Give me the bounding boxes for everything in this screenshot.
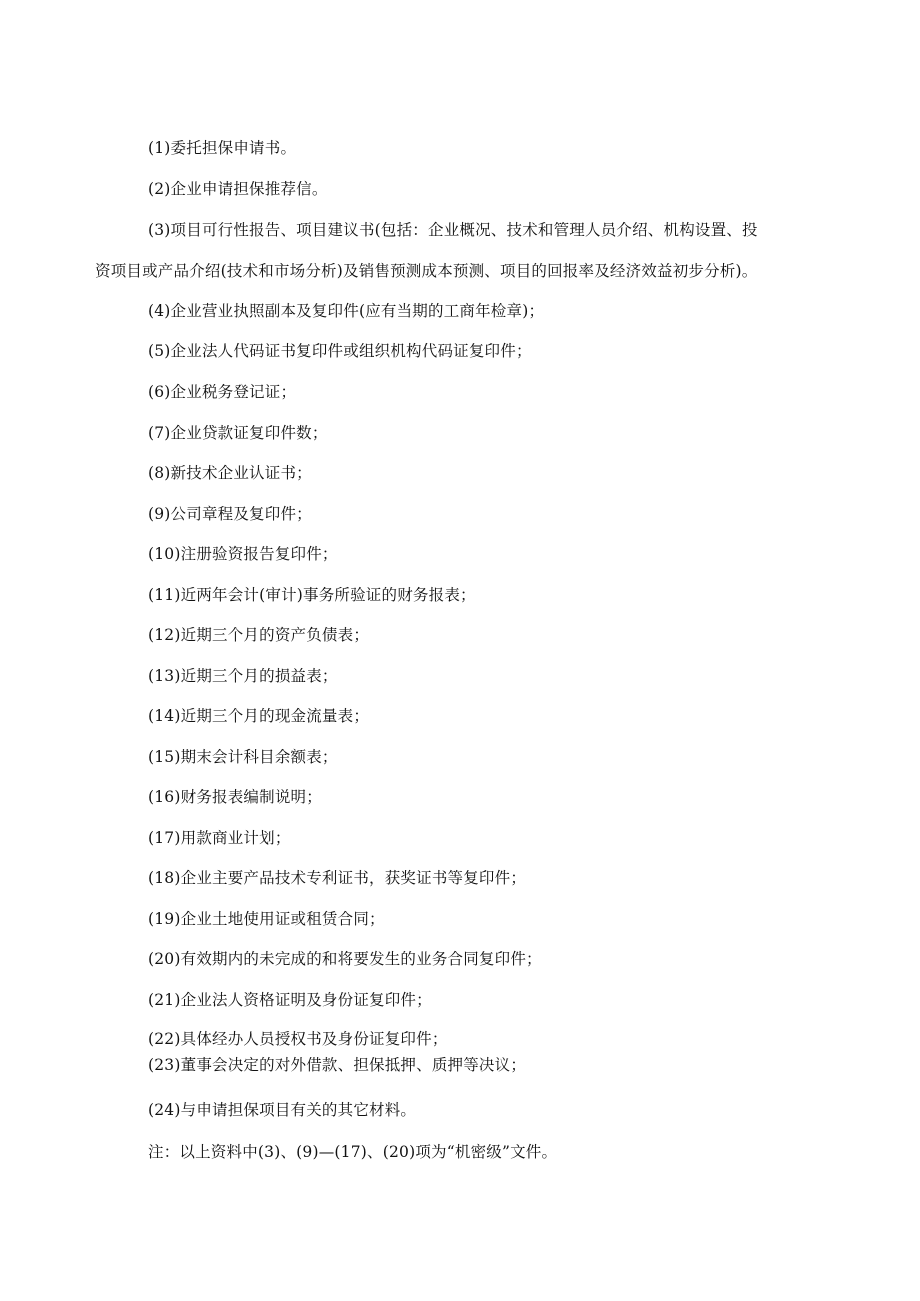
list-item-22: (22)具体经办人员授权书及身份证复印件；	[148, 1030, 448, 1048]
confidential-note: 注：以上资料中(3)、(9)—(17)、(20)项为“机密级”文件。	[148, 1143, 558, 1161]
list-item-17: (17)用款商业计划；	[148, 829, 291, 847]
list-item-9: (9)公司章程及复印件；	[148, 505, 312, 523]
list-item-5: (5)企业法人代码证书复印件或组织机构代码证复印件；	[148, 342, 532, 360]
list-item-4: (4)企业营业执照副本及复印件(应有当期的工商年检章)；	[148, 302, 545, 320]
list-item-16: (16)财务报表编制说明；	[148, 788, 322, 806]
list-item-11: (11)近两年会计(审计)事务所验证的财务报表；	[148, 586, 476, 604]
list-item-10: (10)注册验资报告复印件；	[148, 545, 338, 563]
list-item-6: (6)企业税务登记证；	[148, 383, 297, 401]
list-item-3-line-1: (3)项目可行性报告、项目建议书(包括：企业概况、技术和管理人员介绍、机构设置、投	[148, 221, 758, 239]
list-item-1: (1)委托担保申请书。	[148, 139, 297, 157]
list-item-2: (2)企业申请担保推荐信。	[148, 180, 328, 198]
list-item-24: (24)与申请担保项目有关的其它材料。	[148, 1101, 417, 1119]
list-item-7: (7)企业贷款证复印件数；	[148, 424, 328, 442]
list-item-12: (12)近期三个月的资产负债表；	[148, 626, 370, 644]
list-item-13: (13)近期三个月的损益表；	[148, 667, 338, 685]
list-item-8: (8)新技术企业认证书；	[148, 464, 312, 482]
list-item-15: (15)期末会计科目余额表；	[148, 748, 338, 766]
list-item-20: (20)有效期内的未完成的和将要发生的业务合同复印件；	[148, 950, 542, 968]
list-item-18: (18)企业主要产品技术专利证书，获奖证书等复印件；	[148, 869, 527, 887]
list-item-14: (14)近期三个月的现金流量表；	[148, 707, 370, 725]
list-item-21: (21)企业法人资格证明及身份证复印件；	[148, 991, 432, 1009]
list-item-19: (19)企业土地使用证或租赁合同；	[148, 910, 385, 928]
list-item-23: (23)董事会决定的对外借款、担保抵押、质押等决议；	[148, 1056, 527, 1074]
list-item-3-line-2: 资项目或产品介绍(技术和市场分析)及销售预测成本预测、项目的回报率及经济效益初步分析)。	[95, 262, 758, 280]
